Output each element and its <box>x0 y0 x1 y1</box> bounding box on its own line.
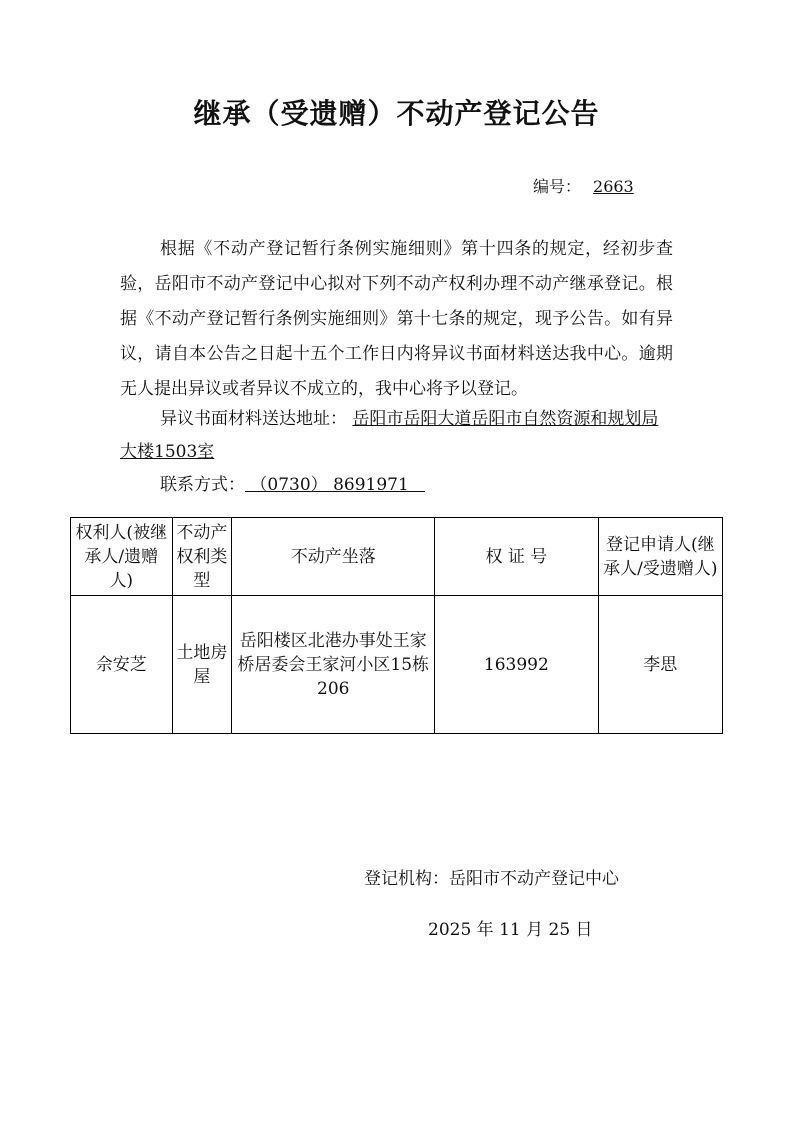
announcement-body: 根据《不动产登记暂行条例实施细则》第十四条的规定，经初步查验，岳阳市不动产登记中心拟对下列不动产权利办理不动产继承登记。根据《不动产登记暂行条例实施细则》第十七条的规定，现予公告。如有异议，请自本公告之日起十五个工作日内将异议书面材料送达我中心。逾期无人提出异议或者异议不成立的，我中心将予以登记。 <box>120 239 673 399</box>
header-right-type: 不动产权利类型 <box>172 518 232 596</box>
objection-address-value: 岳阳市岳阳大道岳阳市自然资源和规划局大楼1503室 <box>120 409 659 462</box>
header-location: 不动产坐落 <box>232 518 435 596</box>
contact-info <box>160 469 425 502</box>
cell-right-type: 土地房屋 <box>172 596 232 734</box>
contact-value: （0730） 8691971 <box>245 475 425 495</box>
cell-location: 岳阳楼区北港办事处王家桥居委会王家河小区15栋206 <box>232 596 435 734</box>
registration-authority <box>364 864 619 889</box>
cell-cert-no: 163992 <box>435 596 598 734</box>
registration-table <box>70 517 723 734</box>
document-number-value: 2663 <box>593 177 634 196</box>
document-number-label: 编号： <box>533 177 582 196</box>
objection-address-label: 异议书面材料送达地址： <box>160 409 347 429</box>
authority-label: 登记机构： <box>364 869 449 889</box>
announcement-date: 2025 年 11 月 25 日 <box>428 920 593 940</box>
authority-value: 岳阳市不动产登记中心 <box>449 869 619 889</box>
header-cert-no: 权 证 号 <box>435 518 598 596</box>
page-title: 继承（受遗赠）不动产登记公告 <box>193 97 600 130</box>
table-header-row <box>71 518 723 596</box>
header-owner: 权利人(被继承人/遗赠人) <box>71 518 173 596</box>
header-applicant: 登记申请人(继承人/受遗赠人) <box>598 518 722 596</box>
document-number <box>533 174 634 197</box>
contact-label: 联系方式： <box>160 475 245 495</box>
cell-applicant: 李思 <box>598 596 722 734</box>
objection-address <box>120 403 673 469</box>
table-row <box>71 596 723 734</box>
cell-owner: 佘安芝 <box>71 596 173 734</box>
